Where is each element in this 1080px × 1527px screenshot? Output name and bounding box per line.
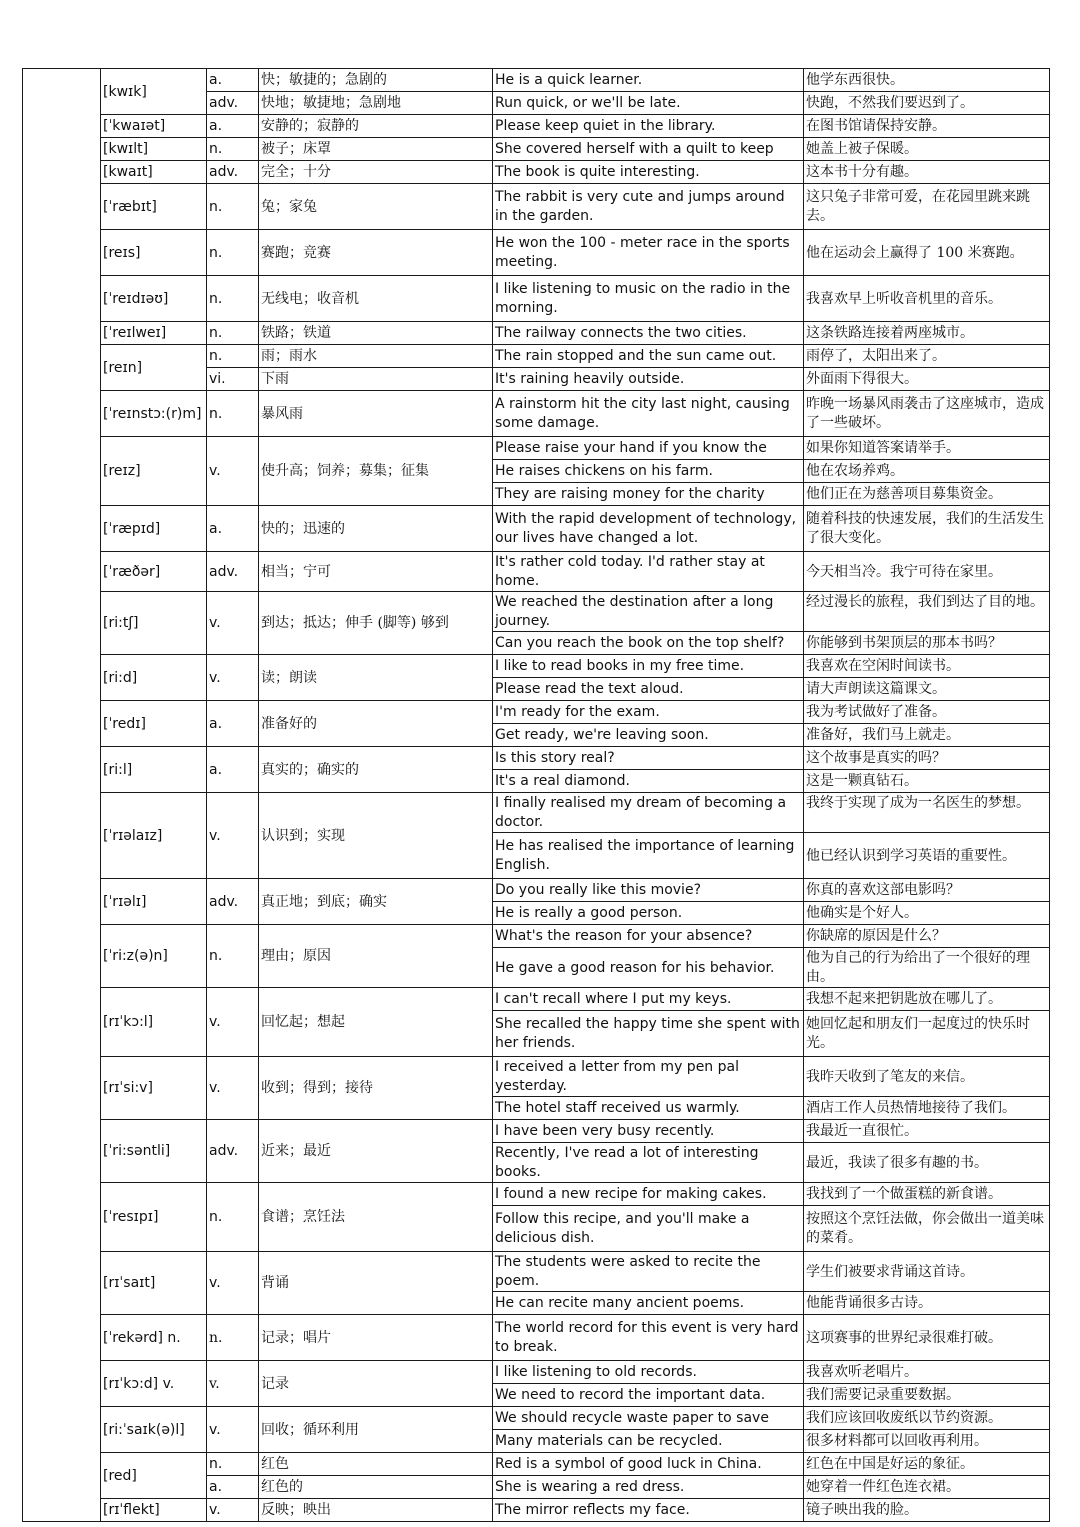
phonetic-cell: [ˈræbɪt] <box>101 184 207 230</box>
table-row <box>23 1120 1050 1143</box>
pos-cell: adv. <box>207 92 259 115</box>
pos-cell: v. <box>207 655 259 701</box>
meaning-cell: 真实的；确实的 <box>259 747 493 793</box>
example-cell: I'm ready for the exam. <box>493 701 804 724</box>
phonetic-cell: [rɪˈsi:v] <box>101 1057 207 1120</box>
pos-cell: n. <box>207 138 259 161</box>
example-cell: We should recycle waste paper to save <box>493 1407 804 1430</box>
phonetic-cell: [ˈreɪnstɔ:(r)m] <box>101 391 207 437</box>
example-cell: He is really a good person. <box>493 902 804 925</box>
meaning-cell: 暴风雨 <box>259 391 493 437</box>
pos-cell: a. <box>207 747 259 793</box>
meaning-cell: 真正地；到底；确实 <box>259 879 493 925</box>
example-cell: Can you reach the book on the top shelf? <box>493 632 804 655</box>
vocabulary-sheet <box>22 68 1049 1518</box>
meaning-cell: 红色的 <box>259 1476 493 1499</box>
translation-cell: 他能背诵很多古诗。 <box>804 1292 1050 1315</box>
pos-cell: a. <box>207 115 259 138</box>
pos-cell: v. <box>207 437 259 506</box>
translation-cell: 我想不起来把钥匙放在哪儿了。 <box>804 988 1050 1011</box>
example-cell: He won the 100 - meter race in the sports meeting. <box>493 230 804 276</box>
example-cell: I can't recall where I put my keys. <box>493 988 804 1011</box>
pos-cell: n. <box>207 276 259 322</box>
example-cell: The mirror reflects my face. <box>493 1499 804 1522</box>
meaning-cell: 相当；宁可 <box>259 552 493 592</box>
example-cell: He has realised the importance of learning English. <box>493 833 804 879</box>
translation-cell: 这只兔子非常可爱，在花园里跳来跳去。 <box>804 184 1050 230</box>
table-row <box>23 115 1050 138</box>
translation-cell: 她回忆起和朋友们一起度过的快乐时光。 <box>804 1011 1050 1057</box>
example-cell: The hotel staff received us warmly. <box>493 1097 804 1120</box>
phonetic-cell: [ri:ˈsaɪk(ə)l] <box>101 1407 207 1453</box>
table-row <box>23 1453 1050 1476</box>
translation-cell: 学生们被要求背诵这首诗。 <box>804 1252 1050 1292</box>
phonetic-cell: [ˈreɪdɪəʊ] <box>101 276 207 322</box>
phonetic-cell: [kwɪlt] <box>101 138 207 161</box>
table-row <box>23 1407 1050 1430</box>
translation-cell: 他学东西很快。 <box>804 69 1050 92</box>
pos-cell: v. <box>207 793 259 879</box>
phonetic-cell: [reɪz] <box>101 437 207 506</box>
example-cell: It's a real diamond. <box>493 770 804 793</box>
phonetic-cell: [ˈrekərd] n. <box>101 1315 207 1361</box>
phonetic-cell: [ˈkwaɪət] <box>101 115 207 138</box>
phonetic-cell: [rɪˈkɔ:d] v. <box>101 1361 207 1407</box>
phonetic-cell: [ˈri:səntli] <box>101 1120 207 1183</box>
pos-cell: vi. <box>207 368 259 391</box>
translation-cell: 他为自己的行为给出了一个很好的理由。 <box>804 948 1050 988</box>
example-cell: Follow this recipe, and you'll make a delicious dish. <box>493 1206 804 1252</box>
table-row <box>23 276 1050 322</box>
example-cell: I found a new recipe for making cakes. <box>493 1183 804 1206</box>
pos-cell: n. <box>207 230 259 276</box>
table-row <box>23 1057 1050 1097</box>
example-cell: Is this story real? <box>493 747 804 770</box>
table-row <box>23 747 1050 770</box>
example-cell: It's raining heavily outside. <box>493 368 804 391</box>
translation-cell: 这项赛事的世界纪录很难打破。 <box>804 1315 1050 1361</box>
pos-cell: adv. <box>207 161 259 184</box>
phonetic-cell: [reɪs] <box>101 230 207 276</box>
pos-cell: n. <box>207 1315 259 1361</box>
phonetic-cell: [ˈræðər] <box>101 552 207 592</box>
translation-cell: 准备好，我们马上就走。 <box>804 724 1050 747</box>
phonetic-cell: [ri:d] <box>101 655 207 701</box>
phonetic-cell: [red] <box>101 1453 207 1499</box>
example-cell: I like listening to music on the radio in the morning. <box>493 276 804 322</box>
translation-cell: 这个故事是真实的吗？ <box>804 747 1050 770</box>
translation-cell: 快跑，不然我们要迟到了。 <box>804 92 1050 115</box>
pos-cell: v. <box>207 1252 259 1315</box>
table-row <box>23 69 1050 92</box>
translation-cell: 我喜欢在空闲时间读书。 <box>804 655 1050 678</box>
example-cell: They are raising money for the charity <box>493 483 804 506</box>
meaning-cell: 认识到；实现 <box>259 793 493 879</box>
example-cell: A rainstorm hit the city last night, causing some damage. <box>493 391 804 437</box>
translation-cell: 你真的喜欢这部电影吗？ <box>804 879 1050 902</box>
pos-cell: adv. <box>207 1120 259 1183</box>
meaning-cell: 完全；十分 <box>259 161 493 184</box>
translation-cell: 我们应该回收废纸以节约资源。 <box>804 1407 1050 1430</box>
translation-cell: 他在农场养鸡。 <box>804 460 1050 483</box>
table-row <box>23 184 1050 230</box>
pos-cell: adv. <box>207 879 259 925</box>
meaning-cell: 准备好的 <box>259 701 493 747</box>
blank-column <box>23 69 101 1522</box>
example-cell: We reached the destination after a long journey. <box>493 592 804 632</box>
translation-cell: 这条铁路连接着两座城市。 <box>804 322 1050 345</box>
meaning-cell: 铁路；铁道 <box>259 322 493 345</box>
translation-cell: 酒店工作人员热情地接待了我们。 <box>804 1097 1050 1120</box>
phonetic-cell: [ˈredɪ] <box>101 701 207 747</box>
pos-cell: v. <box>207 1499 259 1522</box>
table-row <box>23 138 1050 161</box>
translation-cell: 经过漫长的旅程，我们到达了目的地。 <box>804 592 1050 632</box>
translation-cell: 如果你知道答案请举手。 <box>804 437 1050 460</box>
table-row <box>23 879 1050 902</box>
translation-cell: 我喜欢听老唱片。 <box>804 1361 1050 1384</box>
translation-cell: 他们正在为慈善项目募集资金。 <box>804 483 1050 506</box>
phonetic-cell: [rɪˈflekt] <box>101 1499 207 1522</box>
example-cell: With the rapid development of technology, our lives have changed a lot. <box>493 506 804 552</box>
translation-cell: 他已经认识到学习英语的重要性。 <box>804 833 1050 879</box>
table-row <box>23 988 1050 1011</box>
phonetic-cell: [ˈræpɪd] <box>101 506 207 552</box>
pos-cell: n. <box>207 1183 259 1252</box>
meaning-cell: 无线电；收音机 <box>259 276 493 322</box>
pos-cell: adv. <box>207 552 259 592</box>
translation-cell: 我终于实现了成为一名医生的梦想。 <box>804 793 1050 833</box>
example-cell: He gave a good reason for his behavior. <box>493 948 804 988</box>
translation-cell: 外面雨下得很大。 <box>804 368 1050 391</box>
meaning-cell: 食谱；烹饪法 <box>259 1183 493 1252</box>
meaning-cell: 背诵 <box>259 1252 493 1315</box>
example-cell: The rabbit is very cute and jumps around in the garden. <box>493 184 804 230</box>
meaning-cell: 红色 <box>259 1453 493 1476</box>
example-cell: She covered herself with a quilt to keep <box>493 138 804 161</box>
pos-cell: v. <box>207 592 259 655</box>
meaning-cell: 快的；迅速的 <box>259 506 493 552</box>
meaning-cell: 近来；最近 <box>259 1120 493 1183</box>
phonetic-cell: [rɪˈkɔ:l] <box>101 988 207 1057</box>
translation-cell: 在图书馆请保持安静。 <box>804 115 1050 138</box>
meaning-cell: 快；敏捷的；急剧的 <box>259 69 493 92</box>
table-row <box>23 437 1050 460</box>
example-cell: The railway connects the two cities. <box>493 322 804 345</box>
example-cell: He is a quick learner. <box>493 69 804 92</box>
example-cell: Recently, I've read a lot of interesting books. <box>493 1143 804 1183</box>
pos-cell: n. <box>207 925 259 988</box>
pos-cell: v. <box>207 988 259 1057</box>
vocabulary-table <box>22 68 1050 1522</box>
pos-cell: n. <box>207 391 259 437</box>
translation-cell: 我昨天收到了笔友的来信。 <box>804 1057 1050 1097</box>
translation-cell: 我为考试做好了准备。 <box>804 701 1050 724</box>
table-row <box>23 701 1050 724</box>
example-cell: I received a letter from my pen pal yesterday. <box>493 1057 804 1097</box>
example-cell: I finally realised my dream of becoming a doctor. <box>493 793 804 833</box>
translation-cell: 今天相当冷。我宁可待在家里。 <box>804 552 1050 592</box>
meaning-cell: 记录；唱片 <box>259 1315 493 1361</box>
table-row <box>23 1183 1050 1206</box>
example-cell: Please raise your hand if you know the <box>493 437 804 460</box>
example-cell: The world record for this event is very hard to break. <box>493 1315 804 1361</box>
table-row <box>23 230 1050 276</box>
phonetic-cell: [ri:l] <box>101 747 207 793</box>
table-row <box>23 552 1050 592</box>
translation-cell: 他确实是个好人。 <box>804 902 1050 925</box>
table-row <box>23 925 1050 948</box>
translation-cell: 随着科技的快速发展，我们的生活发生了很大变化。 <box>804 506 1050 552</box>
meaning-cell: 到达；抵达；伸手 (脚等) 够到 <box>259 592 493 655</box>
meaning-cell: 反映；映出 <box>259 1499 493 1522</box>
phonetic-cell: [kwaɪt] <box>101 161 207 184</box>
pos-cell: a. <box>207 1476 259 1499</box>
translation-cell: 你缺席的原因是什么？ <box>804 925 1050 948</box>
example-cell: What's the reason for your absence? <box>493 925 804 948</box>
example-cell: I have been very busy recently. <box>493 1120 804 1143</box>
meaning-cell: 兔；家兔 <box>259 184 493 230</box>
table-row <box>23 391 1050 437</box>
example-cell: Please read the text aloud. <box>493 678 804 701</box>
example-cell: Please keep quiet in the library. <box>493 115 804 138</box>
translation-cell: 请大声朗读这篇课文。 <box>804 678 1050 701</box>
meaning-cell: 回忆起；想起 <box>259 988 493 1057</box>
table-row <box>23 592 1050 632</box>
pos-cell: n. <box>207 322 259 345</box>
table-row <box>23 345 1050 368</box>
translation-cell: 你能够到书架顶层的那本书吗？ <box>804 632 1050 655</box>
pos-cell: a. <box>207 506 259 552</box>
table-row <box>23 1252 1050 1292</box>
pos-cell: n. <box>207 1453 259 1476</box>
translation-cell: 按照这个烹饪法做，你会做出一道美味的菜肴。 <box>804 1206 1050 1252</box>
example-cell: Red is a symbol of good luck in China. <box>493 1453 804 1476</box>
meaning-cell: 快地；敏捷地；急剧地 <box>259 92 493 115</box>
pos-cell: v. <box>207 1407 259 1453</box>
pos-cell: a. <box>207 69 259 92</box>
meaning-cell: 记录 <box>259 1361 493 1407</box>
translation-cell: 我最近一直很忙。 <box>804 1120 1050 1143</box>
phonetic-cell: [reɪn] <box>101 345 207 391</box>
example-cell: The students were asked to recite the poem. <box>493 1252 804 1292</box>
example-cell: Many materials can be recycled. <box>493 1430 804 1453</box>
table-row <box>23 793 1050 833</box>
table-row <box>23 322 1050 345</box>
example-cell: She is wearing a red dress. <box>493 1476 804 1499</box>
translation-cell: 昨晚一场暴风雨袭击了这座城市，造成了一些破坏。 <box>804 391 1050 437</box>
example-cell: It's rather cold today. I'd rather stay at home. <box>493 552 804 592</box>
translation-cell: 镜子映出我的脸。 <box>804 1499 1050 1522</box>
meaning-cell: 回收；循环利用 <box>259 1407 493 1453</box>
phonetic-cell: [ˈri:z(ə)n] <box>101 925 207 988</box>
example-cell: I like to read books in my free time. <box>493 655 804 678</box>
example-cell: We need to record the important data. <box>493 1384 804 1407</box>
example-cell: Do you really like this movie? <box>493 879 804 902</box>
translation-cell: 这是一颗真钻石。 <box>804 770 1050 793</box>
phonetic-cell: [ˈresɪpɪ] <box>101 1183 207 1252</box>
example-cell: The rain stopped and the sun came out. <box>493 345 804 368</box>
example-cell: The book is quite interesting. <box>493 161 804 184</box>
pos-cell: a. <box>207 701 259 747</box>
translation-cell: 很多材料都可以回收再利用。 <box>804 1430 1050 1453</box>
translation-cell: 她盖上被子保暖。 <box>804 138 1050 161</box>
table-row <box>23 1361 1050 1384</box>
table-row <box>23 161 1050 184</box>
meaning-cell: 收到；得到；接待 <box>259 1057 493 1120</box>
translation-cell: 雨停了，太阳出来了。 <box>804 345 1050 368</box>
translation-cell: 红色在中国是好运的象征。 <box>804 1453 1050 1476</box>
example-cell: She recalled the happy time she spent with her friends. <box>493 1011 804 1057</box>
translation-cell: 我们需要记录重要数据。 <box>804 1384 1050 1407</box>
table-row <box>23 1315 1050 1361</box>
phonetic-cell: [ˈrɪəlaɪz] <box>101 793 207 879</box>
meaning-cell: 读；朗读 <box>259 655 493 701</box>
table-row <box>23 506 1050 552</box>
translation-cell: 我找到了一个做蛋糕的新食谱。 <box>804 1183 1050 1206</box>
table-row <box>23 1499 1050 1522</box>
phonetic-cell: [kwɪk] <box>101 69 207 115</box>
phonetic-cell: [ˈrɪəlɪ] <box>101 879 207 925</box>
meaning-cell: 赛跑；竞赛 <box>259 230 493 276</box>
example-cell: He raises chickens on his farm. <box>493 460 804 483</box>
translation-cell: 他在运动会上赢得了 100 米赛跑。 <box>804 230 1050 276</box>
example-cell: He can recite many ancient poems. <box>493 1292 804 1315</box>
table-row <box>23 655 1050 678</box>
phonetic-cell: [rɪˈsaɪt] <box>101 1252 207 1315</box>
translation-cell: 这本书十分有趣。 <box>804 161 1050 184</box>
example-cell: I like listening to old records. <box>493 1361 804 1384</box>
translation-cell: 她穿着一件红色连衣裙。 <box>804 1476 1050 1499</box>
example-cell: Get ready, we're leaving soon. <box>493 724 804 747</box>
pos-cell: n. <box>207 184 259 230</box>
pos-cell: n. <box>207 345 259 368</box>
pos-cell: v. <box>207 1057 259 1120</box>
meaning-cell: 被子；床罩 <box>259 138 493 161</box>
meaning-cell: 雨；雨水 <box>259 345 493 368</box>
phonetic-cell: [ˈreɪlweɪ] <box>101 322 207 345</box>
translation-cell: 我喜欢早上听收音机里的音乐。 <box>804 276 1050 322</box>
meaning-cell: 安静的；寂静的 <box>259 115 493 138</box>
example-cell: Run quick, or we'll be late. <box>493 92 804 115</box>
meaning-cell: 使升高；饲养；募集；征集 <box>259 437 493 506</box>
pos-cell: v. <box>207 1361 259 1407</box>
meaning-cell: 理由；原因 <box>259 925 493 988</box>
translation-cell: 最近，我读了很多有趣的书。 <box>804 1143 1050 1183</box>
meaning-cell: 下雨 <box>259 368 493 391</box>
phonetic-cell: [ri:tʃ] <box>101 592 207 655</box>
